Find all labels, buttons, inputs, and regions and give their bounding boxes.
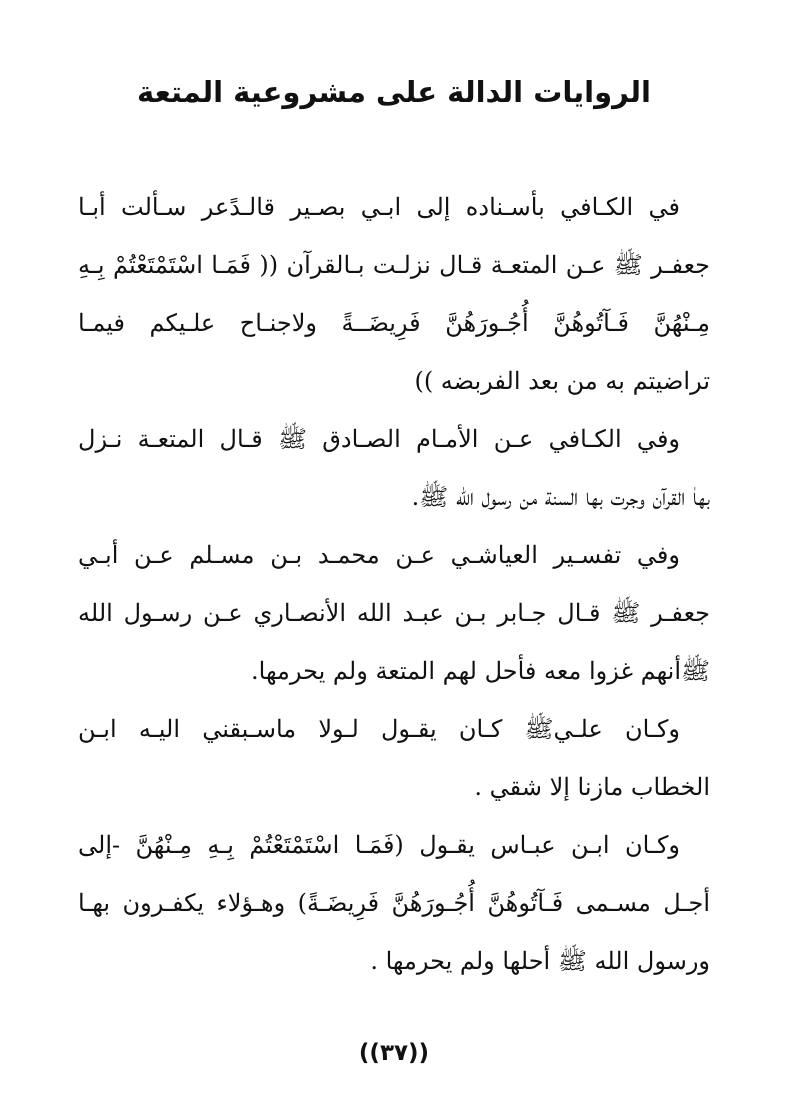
page-title: الروايات الدالة على مشروعية المتعة bbox=[137, 75, 651, 109]
document-body bbox=[78, 178, 710, 990]
paragraph-2 bbox=[78, 410, 710, 526]
text-line: ﷺأنهم غزوا معه فأحل لهم المتعة ولم يحرمها. bbox=[251, 657, 710, 685]
paragraph-4 bbox=[78, 700, 710, 816]
text-line: في الكـافي بأسـناده إلى ابـي بصـير قالـدًعر سـألت أبـا bbox=[78, 193, 680, 221]
paragraph-1 bbox=[78, 178, 710, 410]
text-line: ورسول الله ﷺ أحلها ولم يحرمها . bbox=[370, 947, 710, 975]
text-line: وفي تفسـير العياشـي عـن محمـد بـن مسـلم عـن أبـي bbox=[78, 541, 680, 569]
paragraph-5 bbox=[78, 816, 710, 990]
text-line: وكـان ابـن عبـاس يقـول (فَمَـا اسْتَمْتَعْتُمْ بِـهِ مِـنْهُنَّ -إلى bbox=[78, 831, 680, 859]
text-line: وكـان علـيﷺ كـان يقـول لـولا ماسـبقني اليـه ابـن bbox=[78, 715, 680, 743]
text-line: وفي الكـافي عـن الأمـام الصـادق ﷺ قـال المتعـة نـزل bbox=[78, 425, 680, 453]
text-line: مِـنْهُنَّ فَـآتُوهُنَّ أُجُـورَهُنَّ فَرِيضَــةً ولاجنـاح علـيكم فيمـا bbox=[78, 309, 710, 337]
text-line: تراضيتم به من بعد الفربضه )) bbox=[414, 367, 710, 395]
paragraph-3 bbox=[78, 526, 710, 700]
text-line: بهاٰ القرآن وجرت بها السنة من رسول الله ﷺ. bbox=[411, 483, 710, 511]
text-line: جعفـر ﷺ عـن المتعـة قـال نزلـت بـالقرآن (( فَمَـا اسْتَمْتَعْتُمْ بِـهِ bbox=[78, 251, 710, 279]
text-line: الخطاب مازنا إلا شقي . bbox=[474, 773, 710, 801]
text-line: أجـل مسـمى فَـآتُوهُنَّ أُجُـورَهُنَّ فَرِيضَـةً) وهـؤلاء يكفـرون بهـا bbox=[78, 889, 710, 917]
page-number: ((٣٧)) bbox=[358, 1040, 430, 1066]
text-line: جعفـر ﷺ قـال جـابر بـن عبـد الله الأنصـاري عـن رسـول الله bbox=[78, 599, 710, 627]
